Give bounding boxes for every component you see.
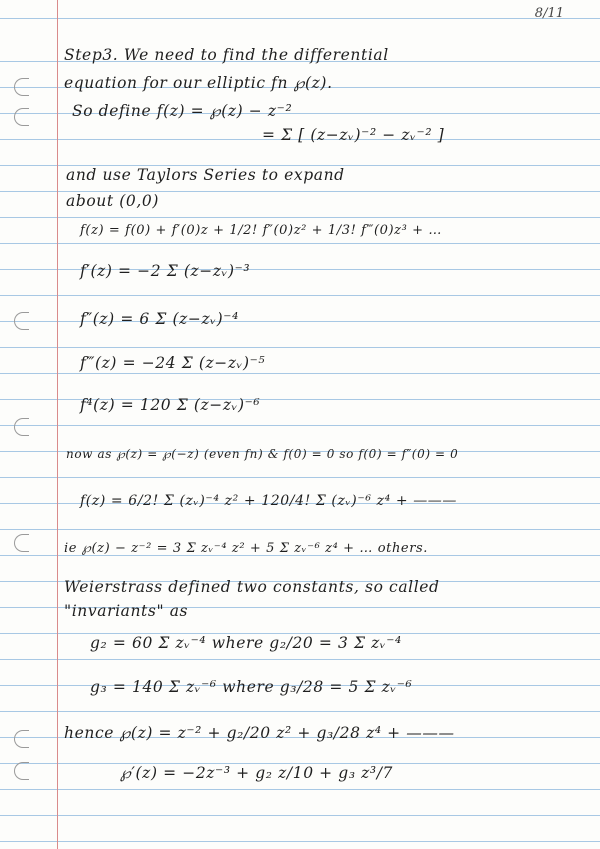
binder-hole	[14, 418, 29, 436]
note-line: ie ℘(z) − z⁻² = 3 Σ zᵥ⁻⁴ z² + 5 Σ zᵥ⁻⁶ z⁴ + … others.	[64, 541, 429, 556]
binder-hole	[14, 312, 29, 330]
note-line: So define f(z) = ℘(z) − z⁻²	[72, 102, 293, 120]
margin-line	[57, 0, 58, 849]
note-line: g₂ = 60 Σ zᵥ⁻⁴ where g₂/20 = 3 Σ zᵥ⁻⁴	[90, 634, 402, 652]
note-line: f′(z) = −2 Σ (z−zᵥ)⁻³	[80, 262, 251, 280]
binder-hole	[14, 730, 29, 748]
note-line: f″(z) = 6 Σ (z−zᵥ)⁻⁴	[80, 310, 239, 328]
note-line: f(z) = 6/2! Σ (zᵥ)⁻⁴ z² + 120/4! Σ (zᵥ)⁻⁶ z⁴ + ———	[80, 493, 458, 509]
note-line: f⁴(z) = 120 Σ (z−zᵥ)⁻⁶	[80, 396, 261, 414]
note-line: ℘′(z) = −2z⁻³ + g₂ z/10 + g₃ z³/7	[120, 764, 394, 782]
note-line: and use Taylors Series to expand	[66, 166, 345, 184]
binder-hole	[14, 108, 29, 126]
note-line: f(z) = f(0) + f′(0)z + 1/2! f″(0)z² + 1/3! f‴(0)z³ + …	[80, 223, 442, 238]
note-line: about (0,0)	[66, 192, 159, 210]
note-line: f‴(z) = −24 Σ (z−zᵥ)⁻⁵	[80, 354, 266, 372]
binder-hole	[14, 78, 29, 96]
note-line: hence ℘(z) = z⁻² + g₂/20 z² + g₃/28 z⁴ + ———	[64, 724, 455, 742]
note-line: now as ℘(z) = ℘(−z) (even fn) & f(0) = 0 so f(0) = f″(0) = 0	[66, 447, 459, 461]
note-line: Step3. We need to find the differential	[64, 46, 389, 64]
note-line: "invariants" as	[64, 602, 189, 620]
note-line: = Σ [ (z−zᵥ)⁻² − zᵥ⁻² ]	[262, 126, 445, 144]
note-line: equation for our elliptic fn ℘(z).	[64, 74, 333, 92]
note-line: Weierstrass defined two constants, so called	[64, 578, 440, 596]
binder-hole	[14, 534, 29, 552]
binder-hole	[14, 762, 29, 780]
note-line: g₃ = 140 Σ zᵥ⁻⁶ where g₃/28 = 5 Σ zᵥ⁻⁶	[90, 678, 413, 696]
page-number: 8/11	[534, 6, 564, 21]
